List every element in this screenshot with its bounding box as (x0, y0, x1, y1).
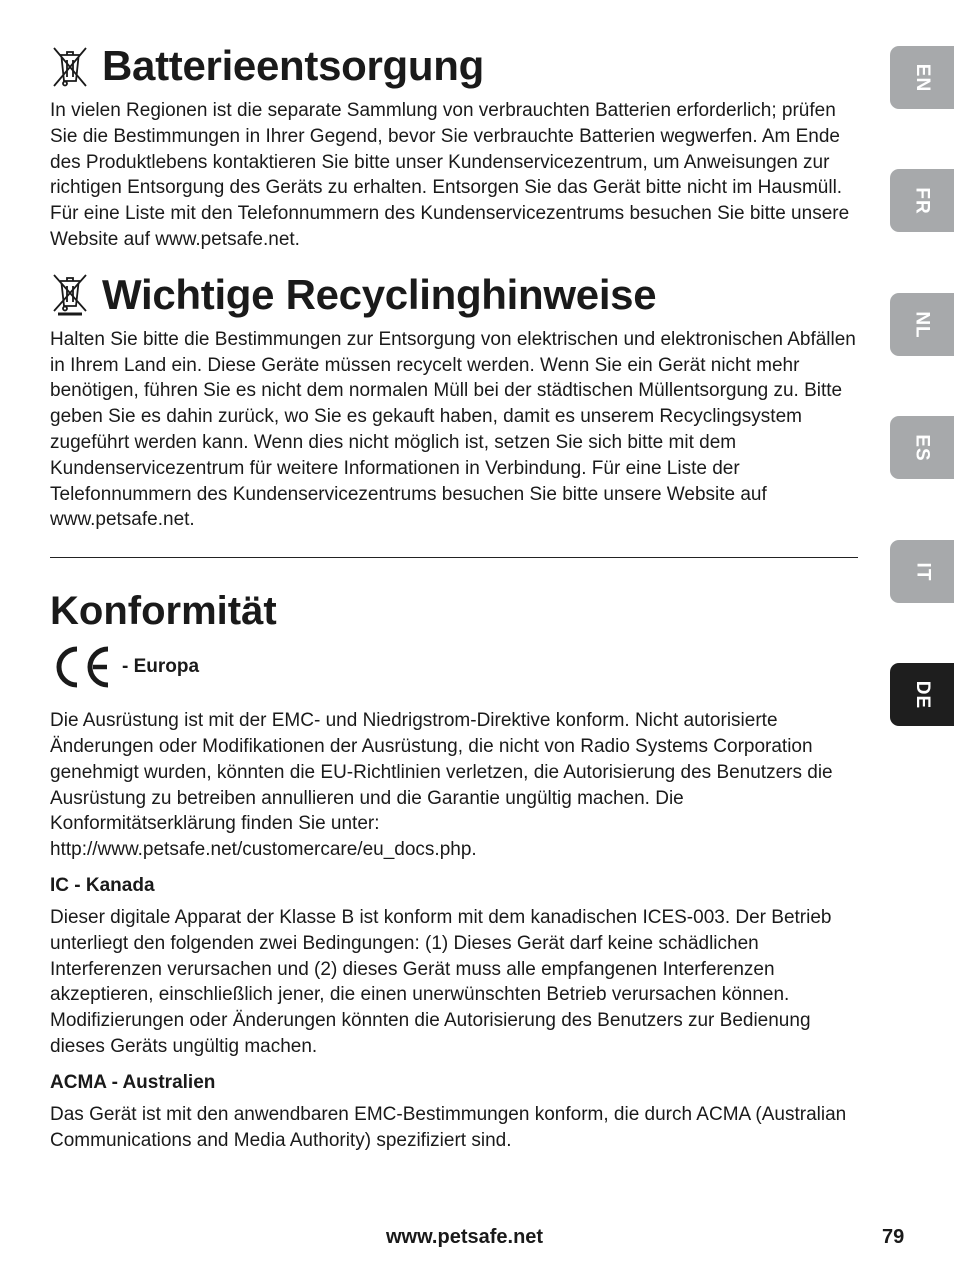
europe-url: http://www.petsafe.net/customercare/eu_docs.php. (50, 839, 477, 861)
europe-heading (50, 644, 858, 690)
canada-body: Dieser digitale Apparat der Klasse B ist konform mit dem kanadischen ICES-003. Der Betrieb unterliegt den folgenden zwei Bedingungen: (1) Dieses Gerät darf keine schädlichen Interferenzen verursachen und (2) dieses Gerät muss alle empfangenen Interferenzen akzeptieren, einschließlich jener, die einen unerwünschten Betrieb verursachen können. Modifizierungen oder Änderungen könnten die Autorisierung des Benutzers zur Bedienung dieses Geräts ungültig machen. (50, 906, 832, 1057)
tab-it-label: IT (911, 562, 933, 581)
tab-it[interactable] (890, 540, 954, 603)
tab-nl[interactable] (890, 293, 954, 356)
tab-fr[interactable] (890, 169, 954, 232)
conformity-title: Konformität (50, 589, 277, 634)
tab-de[interactable] (890, 663, 954, 726)
europe-label: - Europa (122, 656, 200, 678)
page-number: 79 (882, 1226, 905, 1248)
footer-url[interactable]: www.petsafe.net (386, 1226, 544, 1248)
tab-en[interactable] (890, 46, 954, 109)
tab-nl-label: NL (911, 310, 933, 339)
recycling-title: Wichtige Recyclinghinweise (102, 270, 657, 318)
europe-body: Die Ausrüstung ist mit der EMC- und Niedrigstrom-Direktive konform. Nicht autorisierte Änderungen oder Modifikationen der Ausrüstung, die nicht von Radio Systems Corporation genehmigt wurden, könnten die EU-Richtlinien verletzen, die Autorisierung des Benutzers die Ausrüstung zu betreiben annullieren und die Garantie ungültig machen. Die Konformitätserklärung finden Sie unter: (50, 710, 833, 835)
page-content (50, 40, 858, 1153)
tab-en-label: EN (912, 63, 933, 92)
recycling-body: Halten Sie bitte die Bestimmungen zur Entsorgung von elektrischen und elektronischen Abfällen in Ihrem Land ein. Diese Geräte müssen recycelt werden. Wenn Sie ein Gerät nicht mehr benötigen, führen Sie es nicht dem normalen Müll bei der städtischen Müllentsorgung zu. Bitte geben Sie es dahin zurück, wo Sie es gekauft haben, damit es unserem Recyclingsystem zugeführt werden kann. Wenn dies nicht möglich ist, setzen Sie sich bitte mit dem Kundenservicezentrum für weitere Informationen in Verbindung. Für eine Liste der Telefonnummern des Kundenservicezentrums besuchen Sie bitte unsere Website auf www.petsafe.net. (50, 328, 856, 531)
tab-fr-label: FR (911, 186, 933, 215)
tab-es[interactable] (890, 416, 954, 479)
section-divider (50, 557, 858, 558)
australia-body: Das Gerät ist mit den anwendbaren EMC-Bestimmungen konform, die durch ACMA (Australian Communications and Media Authority) spezifiziert sind. (50, 1103, 847, 1151)
battery-title: Batterieentsorgung (102, 42, 484, 89)
crossed-bin-icon (50, 273, 90, 317)
tab-de-label: DE (912, 680, 933, 709)
battery-body: In vielen Regionen ist die separate Sammlung von verbrauchten Batterien erforderlich; prüfen Sie die Bestimmungen in Ihrer Gegend, bevor Sie verbrauchte Batterien wegwerfen. Am Ende des Produktlebens kontaktieren Sie bitte unser Kundenservicezentrum, um Anweisungen zur richtigen Entsorgung des Geräts zu erhalten. Entsorgen Sie das Gerät bitte nicht im Hausmüll. Für eine Liste mit den Telefonnummern des Kundenservicezentrums besuchen Sie bitte unsere Website auf www.petsafe.net. (50, 100, 850, 250)
australia-title: ACMA - Australien (50, 1071, 216, 1093)
canada-title: IC - Kanada (50, 874, 155, 896)
recycling-heading (50, 269, 858, 321)
battery-heading (50, 40, 858, 92)
crossed-bin-icon (50, 44, 90, 88)
ce-mark-icon (50, 645, 112, 689)
tab-es-label: ES (911, 433, 933, 462)
